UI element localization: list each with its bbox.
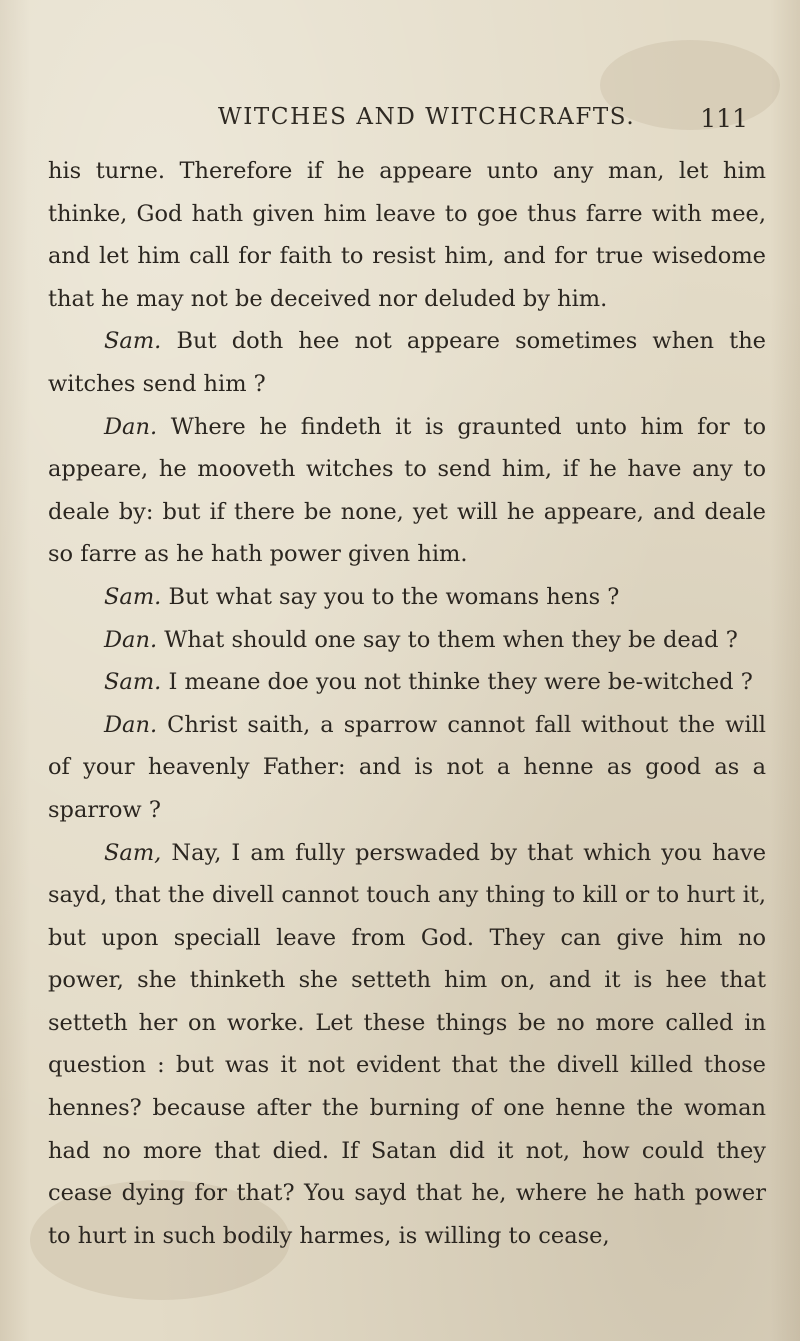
paragraph (48, 619, 766, 662)
speaker-name: Sam, (104, 839, 162, 866)
speaker-name: Dan. (104, 626, 158, 653)
paragraph-text: his turne. Therefore if he appeare unto any man, let him thinke, God hath given him leave to goe thus farre with mee, and let him call for faith to resist him, and for true wisedome that he may not be deceived nor deluded by him. (48, 158, 766, 312)
paragraph (48, 320, 766, 405)
paragraph (48, 406, 766, 576)
speaker-separator (161, 840, 171, 866)
body-text (48, 150, 766, 1257)
paragraph-text: I meane doe you not thinke they were be-witched ? (168, 669, 753, 696)
paragraph-text: What should one say to them when they be dead ? (164, 626, 738, 653)
paragraph (48, 150, 766, 320)
speaker-name: Sam. (104, 669, 162, 696)
speaker-name: Dan. (104, 711, 158, 738)
paragraph-text: But what say you to the womans hens ? (168, 583, 620, 610)
speaker-name: Dan. (104, 413, 158, 440)
speaker-name: Sam. (104, 583, 162, 610)
paragraph (48, 576, 766, 619)
speaker-separator (157, 414, 171, 440)
speaker-separator (161, 328, 176, 354)
paragraph-text: But doth hee not appeare sometimes when the witches send him ? (48, 328, 767, 397)
paragraph-text: Where he findeth it is graunted unto him for to appeare, he mooveth witches to send him, if he have any to deale by: but if there be none, yet will he appeare, and deale so farre as he hath power given him. (48, 413, 766, 568)
paragraph (48, 832, 766, 1258)
speaker-separator (157, 712, 167, 738)
paragraph-text: Christ saith, a sparrow cannot fall without the will of your heavenly Father: and is not a henne as good as a sparrow ? (48, 711, 766, 823)
running-head (218, 104, 748, 144)
paragraph (48, 661, 766, 704)
running-title: WITCHES AND WITCHCRAFTS. (218, 104, 636, 130)
paragraph (48, 704, 766, 832)
page-number: 111 (700, 104, 748, 133)
paragraph-text: Nay, I am fully perswaded by that which you have sayd, that the divell cannot touch any thing to kill or to hurt it, but upon speciall leave from God. They can give him no power, she thinketh she setteth him on, and it is hee that setteth her on worke. Let these things be no more called in question : but was it not evident that the divell killed those hennes? because after the burning of one henne the woman had no more that died. If Satan did it not, how could they cease dying for that? You sayd that he, where he hath power to hurt in such bodily harmes, is willing to cease, (48, 839, 767, 1249)
speaker-name: Sam. (104, 328, 162, 355)
